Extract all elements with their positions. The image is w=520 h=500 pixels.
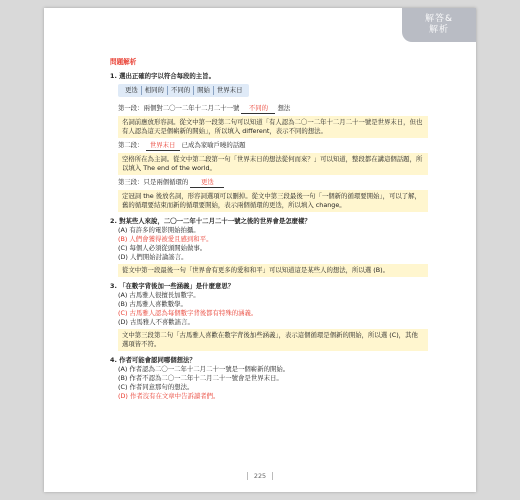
page-content: [110, 58, 428, 401]
prompt-text: 第二段：: [118, 141, 144, 149]
question-3-title: 3. 「在數字背後加一些涵義」是什麼意思？: [110, 282, 235, 290]
word-bank-item: 不同的: [168, 86, 194, 95]
answer-blank: 更迭: [190, 178, 224, 188]
option: (C) 作者同意那句的想法。: [118, 383, 194, 391]
option-correct: (C) 古馬雅人認為每個數字背後都有特殊的涵義。: [118, 309, 258, 317]
question-1: [110, 72, 428, 212]
page-footer: [44, 472, 476, 480]
option: (A) 作者認為二〇一二年十二月二十一號是一個嶄新的開始。: [118, 365, 290, 373]
section-tab: [402, 8, 476, 42]
question-4-title: 4. 作者可能會認同哪個想法？: [110, 356, 196, 364]
explanation-q3: 文中第三段第二句「古馬雅人喜歡在數字背後加些涵義」，表示這個循環是個新的開始，所以選 (C)，其他選項皆不符。: [118, 329, 428, 351]
option-correct: (B) 人們會獲得被愛且感到和平。: [118, 235, 213, 243]
explanation-2: 空格所在為主詞。從文中第二段第一句「世界末日的想法從何而來？」可以知道，整段都在講這個話題，所以填入 The end of the world。: [118, 153, 428, 175]
word-bank-item: 世界末日: [216, 86, 243, 94]
paragraph-3-prompt: [118, 178, 428, 188]
book-page: [44, 8, 476, 492]
section-tab-line1: 解答&: [424, 14, 454, 24]
word-bank-item: 更迭: [122, 86, 142, 95]
paragraph-1-prompt: [118, 104, 428, 114]
option: (D) 古馬雅人不喜歡謠言。: [118, 318, 194, 326]
option: (C) 每個人必須從頭開始做事。: [118, 244, 207, 252]
word-bank-item: 開始: [194, 86, 214, 95]
option: (A) 有許多的電影開始拍攝。: [118, 226, 200, 234]
question-2-title: 2. 對某些人來說，二〇一二年十二月二十一號之後的世界會是怎麼樣？: [110, 217, 311, 225]
prompt-text: 想法: [277, 104, 291, 112]
prompt-text: 第三段：只是兩個循環的: [118, 178, 189, 186]
option: (D) 人們開始討論謠言。: [118, 253, 188, 261]
section-tab-line2: 解析: [428, 25, 449, 35]
prompt-text: 已成為家喻戶曉的話題: [181, 141, 246, 149]
option: (B) 古馬雅人喜歡數學。: [118, 300, 187, 308]
explanation-q2: 從文中第一段最後一句「世界會有更多的愛和和平」可以知道這是某些人的想法，所以選 (B)。: [118, 264, 428, 277]
option: (A) 古馬雅人很擅長加數字。: [118, 291, 200, 299]
paragraph-2-prompt: [118, 141, 428, 151]
answer-blank: 不同的: [241, 104, 275, 114]
word-bank-item: 相同的: [142, 86, 168, 95]
prompt-text: 第一段：兩個對二〇一二年十二月二十一號: [118, 104, 240, 112]
explanation-1: 名詞前應放形容詞。從文中第一段第二句可以知道「有人認為二〇一二年十二月二十一號是世界末日，但也有人認為這天是個嶄新的開始」，所以填入 different，表示不同的想法。: [118, 116, 428, 138]
question-1-title: 1. 選出正確的字以符合每段的主旨。: [110, 72, 215, 80]
page-number: 225: [247, 472, 273, 480]
question-4: [110, 356, 428, 401]
answer-blank: 世界末日: [146, 141, 180, 151]
explanation-3: 定冠詞 the 後放名詞，形容詞選項可以刪掉。從文中第三段最後一句「一個新的循環要開始」，可以了解，舊的循環要結束而新的循環要開始，表示兩個循環的更迭，所以填入 change。: [118, 190, 428, 212]
option: (B) 作者不認為二〇一二年十二月二十一號會是世界末日。: [118, 374, 283, 382]
question-2: [110, 217, 428, 277]
question-3: [110, 282, 428, 351]
word-bank: [118, 84, 249, 97]
option-correct: (D) 作者沒有在文章中告訴讀者們。: [118, 392, 220, 400]
section-title: 問題解析: [110, 58, 137, 66]
